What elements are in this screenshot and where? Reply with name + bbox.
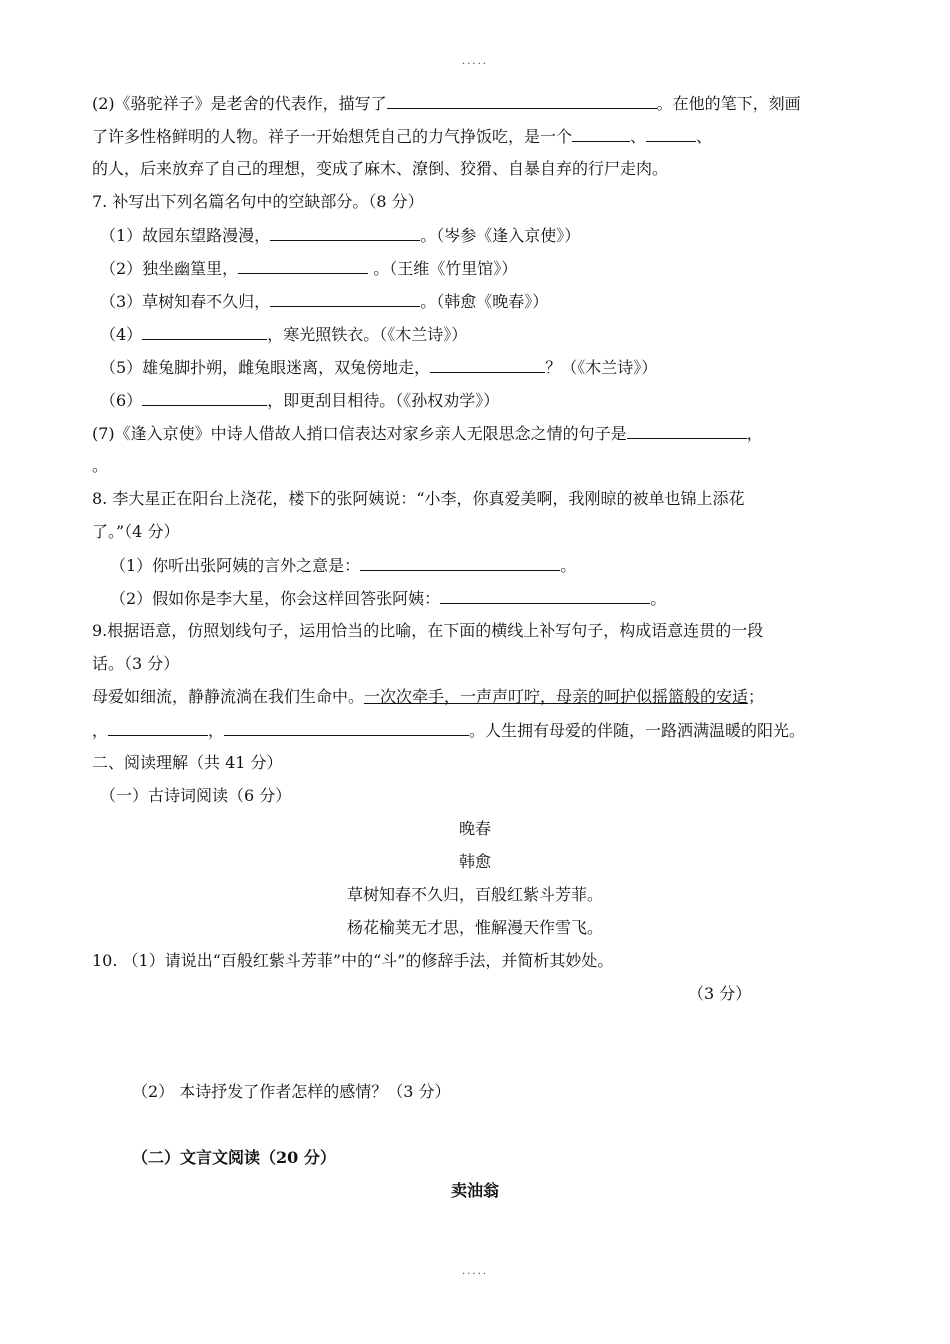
q7-item-2 [100,257,870,280]
q7-item-text: （5）雄兔脚扑朔，雌兔眼迷离，双兔傍地走， [100,358,431,377]
q8-sub2 [110,587,870,610]
poem-title: 晚春 [458,819,491,838]
footer-dots: ..... [462,1266,488,1277]
q7-item-source: 。（王维《竹里馆》） [368,259,518,278]
answer-blank[interactable] [572,125,630,142]
q9-text: 。人生拥有母爱的伴随，一路洒满温暖的阳光。 [469,721,806,740]
q7-title: 7. 补写出下列名篇名句中的空缺部分。（8 分） [92,192,424,211]
answer-blank[interactable] [270,290,420,307]
answer-blank[interactable] [224,719,469,736]
q7-item-source: ？（《木兰诗》） [545,358,658,377]
poem-line-1: 草树知春不久归，百般红紫斗芳菲。 [346,885,603,904]
q7-item-source: ，即更刮目相待。（《孙权劝学》） [267,391,500,410]
q8-sub1-text: （1）你听出张阿姨的言外之意是： [110,556,361,575]
answer-blank[interactable] [142,389,267,406]
q9-line3 [92,686,870,708]
q6-2-text-a: (2)《骆驼祥子》是老舍的代表作，描写了 [92,94,387,113]
q7-item-text: （1）故园东望路漫漫， [100,226,271,245]
q7-item-text: （2）独坐幽篁里， [100,259,239,278]
poem-line-2: 杨花榆荚无才思，惟解漫天作雪飞。 [346,918,603,937]
q6-2-sep: 、 [696,127,713,146]
q7-item-text: （6） [100,391,143,410]
answer-blank[interactable] [108,719,208,736]
answer-blank[interactable] [238,257,368,274]
q8-sub1-end: 。 [560,556,577,575]
answer-blank[interactable] [270,224,420,241]
q7-item-5 [100,356,870,379]
q10-line1: 10. （1）请说出“百般红紫斗芳菲”中的“斗”的修辞手法，并简析其妙处。 [92,951,614,970]
q7-item-3 [100,290,870,313]
passage-title: 卖油翁 [450,1181,499,1200]
q6-2-text-c: 了许多性格鲜明的人物。祥子一开始想凭自己的力气挣饭吃，是一个 [92,127,573,146]
q10-score: （3 分） [688,984,752,1003]
q9-sep: ， [208,721,225,740]
q9-line1: 9.根据语意，仿照划线句子，运用恰当的比喻，在下面的横线上补写句子，构成语意连贯的一段 [92,621,764,640]
q8-line2: 了。”（4 分） [92,522,180,541]
q9-line2: 话。（3 分） [92,654,180,673]
q6-2-line3: 的人，后来放弃了自己的理想，变成了麻木、潦倒、狡猾、自暴自弃的行尸走肉。 [92,159,669,178]
answer-blank[interactable] [646,125,696,142]
q8-sub1 [110,554,870,577]
q9-sep: ； [748,687,765,706]
q7-item-text: （3）草树知春不久归， [100,292,271,311]
q7-item-text: （4） [100,325,143,344]
q7-item-7 [92,422,870,445]
answer-blank[interactable] [627,422,747,439]
q9-text: 母爱如细流，静静流淌在我们生命中。 [92,687,365,706]
q6-2-text-b: 。在他的笔下，刻画 [656,94,801,113]
q9-sep: ， [92,721,109,740]
q7-item-6 [100,389,870,412]
q7-item-text: (7)《逢入京使》中诗人借故人捎口信表达对家乡亲人无限思念之情的句子是 [92,424,627,443]
q7-item-1 [100,224,870,247]
q7-item-source: 。（韩愈《晚春》） [420,292,549,311]
q6-2-line2 [92,125,870,148]
q10-sub2: （2） 本诗抒发了作者怎样的感情？（3 分） [132,1082,451,1101]
q8-sub2-end: 。 [650,589,667,608]
header-dots: ..... [462,56,488,67]
section-2-sub1-title: （一）古诗词阅读（6 分） [100,786,292,805]
section-2-title: 二、阅读理解（共 41 分） [92,753,283,772]
q7-item-sep: ， [746,424,763,443]
q9-underlined-sentence: 一次次牵手，一声声叮咛，母亲的呵护似摇篮般的安适 [364,687,749,706]
poem-author: 韩愈 [458,852,491,871]
answer-blank[interactable] [387,92,657,109]
q7-item-7-end: 。 [92,456,109,475]
answer-blank[interactable] [360,554,560,571]
q8-line1: 8. 李大星正在阳台上浇花，楼下的张阿姨说：“小李，你真爱美啊，我刚晾的被单也锦上添花 [92,489,745,508]
q9-line4 [92,719,870,742]
q7-item-source: ，寒光照铁衣。（《木兰诗》） [267,325,468,344]
answer-blank[interactable] [142,323,267,340]
q8-sub2-text: （2）假如你是李大星，你会这样回答张阿姨： [110,589,441,608]
answer-blank[interactable] [440,587,650,604]
section-2-sub2-title: （二）文言文阅读（20 分） [132,1148,336,1167]
answer-blank[interactable] [430,356,545,373]
q6-2-sep: 、 [630,127,647,146]
q6-2-line1 [92,92,870,115]
q7-item-4 [100,323,870,346]
q7-item-source: 。（岑参《逢入京使》） [420,226,581,245]
